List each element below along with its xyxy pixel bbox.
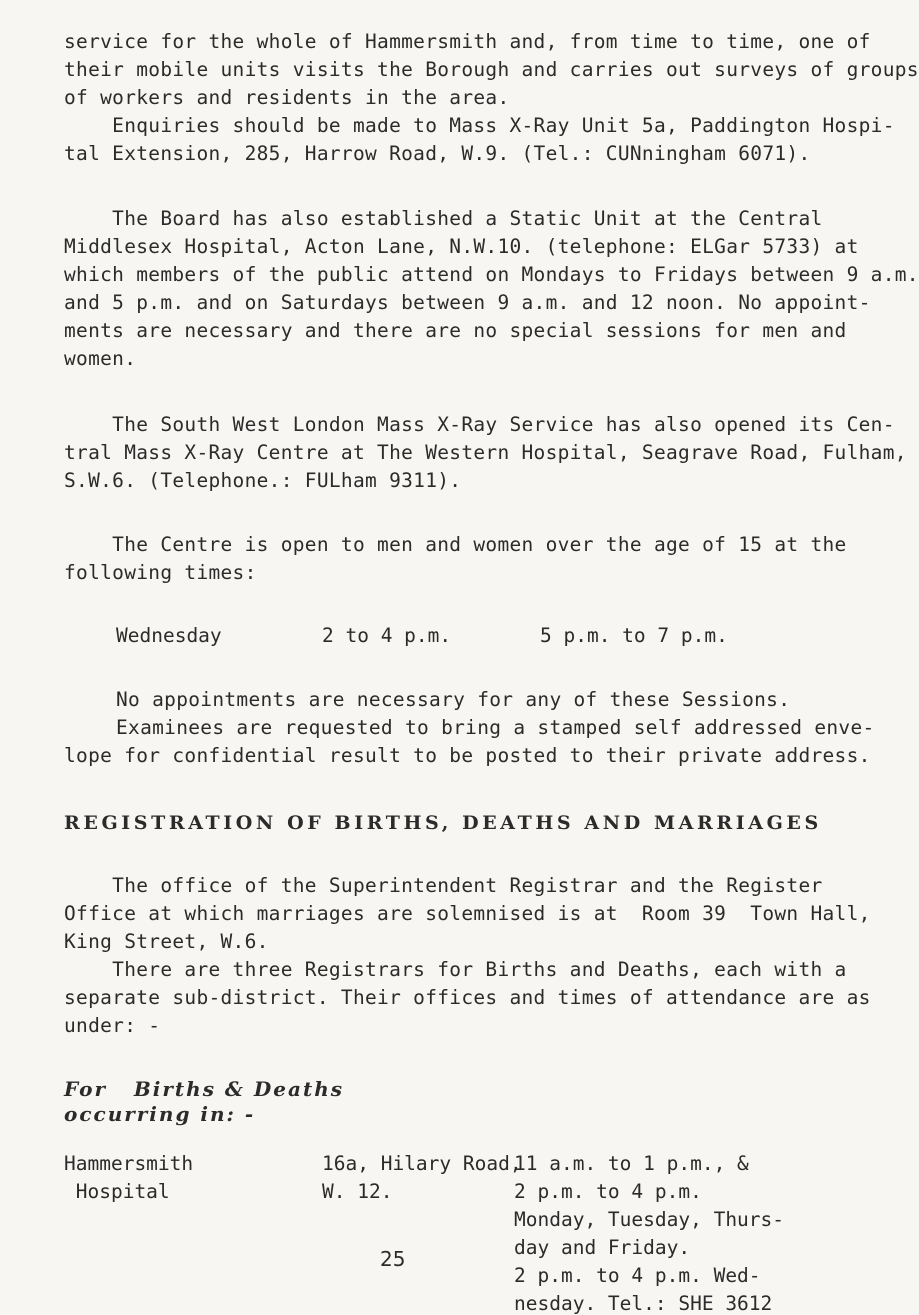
section-heading: REGISTRATION OF BIRTHS, DEATHS AND MARRIAGES (64, 812, 822, 834)
registrar-times: nesday. Tel.: SHE 3612 (514, 1292, 773, 1315)
text-line: Examinees are requested to bring a stamped self addressed enve- (116, 716, 875, 739)
text-line: The South West London Mass X-Ray Service has also opened its Cen- (64, 413, 895, 436)
registrar-times: Monday, Tuesday, Thurs- (514, 1208, 785, 1231)
text-line: ments are necessary and there are no special sessions for men and (64, 319, 847, 342)
page-number: 25 (380, 1247, 406, 1271)
schedule-time-2: 5 p.m. to 7 p.m. (540, 624, 728, 647)
text-line: The Centre is open to men and women over the age of 15 at the (64, 533, 847, 556)
text-line: tral Mass X-Ray Centre at The Western Hospital, Seagrave Road, Fulham, (64, 441, 907, 464)
text-line: The office of the Superintendent Registrar and the Register (64, 874, 823, 897)
registrar-times: 11 a.m. to 1 p.m., & (514, 1152, 749, 1175)
registrar-times: 2 p.m. to 4 p.m. Wed- (514, 1264, 761, 1287)
text-line: There are three Registrars for Births and Deaths, each with a (64, 958, 847, 981)
text-line: King Street, W.6. (64, 930, 269, 953)
text-line: The Board has also established a Static Unit at the Central (64, 207, 823, 230)
text-line: under: - (64, 1014, 161, 1037)
text-line: their mobile units visits the Borough and carries out surveys of groups (64, 58, 919, 81)
subheading-line: occurring in: - (64, 1102, 256, 1126)
text-line: separate sub-district. Their offices and times of attendance are as (64, 986, 871, 1009)
registrar-times: day and Friday. (514, 1236, 691, 1259)
text-line: which members of the public attend on Mondays to Fridays between 9 a.m. (64, 263, 919, 286)
registrar-address: 16a, Hilary Road, (322, 1152, 522, 1175)
text-line: lope for confidential result to be posted to their private address. (64, 744, 871, 767)
text-line: Middlesex Hospital, Acton Lane, N.W.10. (telephone: ELGar 5733) at (64, 235, 859, 258)
text-line: Office at which marriages are solemnised is at Room 39 Town Hall, (64, 902, 871, 925)
text-line: Enquiries should be made to Mass X-Ray Unit 5a, Paddington Hospi- (64, 114, 895, 137)
registrar-address: W. 12. (322, 1180, 393, 1203)
text-line: women. (64, 347, 137, 370)
district-name: Hammersmith (64, 1152, 194, 1175)
text-line: tal Extension, 285, Harrow Road, W.9. (Tel.: CUNningham 6071). (64, 142, 811, 165)
schedule-time-1: 2 to 4 p.m. (322, 624, 452, 647)
text-line: No appointments are necessary for any of these Sessions. (116, 688, 791, 711)
text-line: service for the whole of Hammersmith and, from time to time, one of (64, 30, 871, 53)
text-line: following times: (64, 561, 257, 584)
text-line: of workers and residents in the area. (64, 86, 510, 109)
schedule-day: Wednesday (116, 624, 222, 647)
text-line: and 5 p.m. and on Saturdays between 9 a.m. and 12 noon. No appoint- (64, 291, 871, 314)
district-name: Hospital (64, 1180, 170, 1203)
registrar-times: 2 p.m. to 4 p.m. (514, 1180, 702, 1203)
text-line: S.W.6. (Telephone.: FULham 9311). (64, 469, 462, 492)
subheading-line: For Births & Deaths (64, 1077, 344, 1101)
